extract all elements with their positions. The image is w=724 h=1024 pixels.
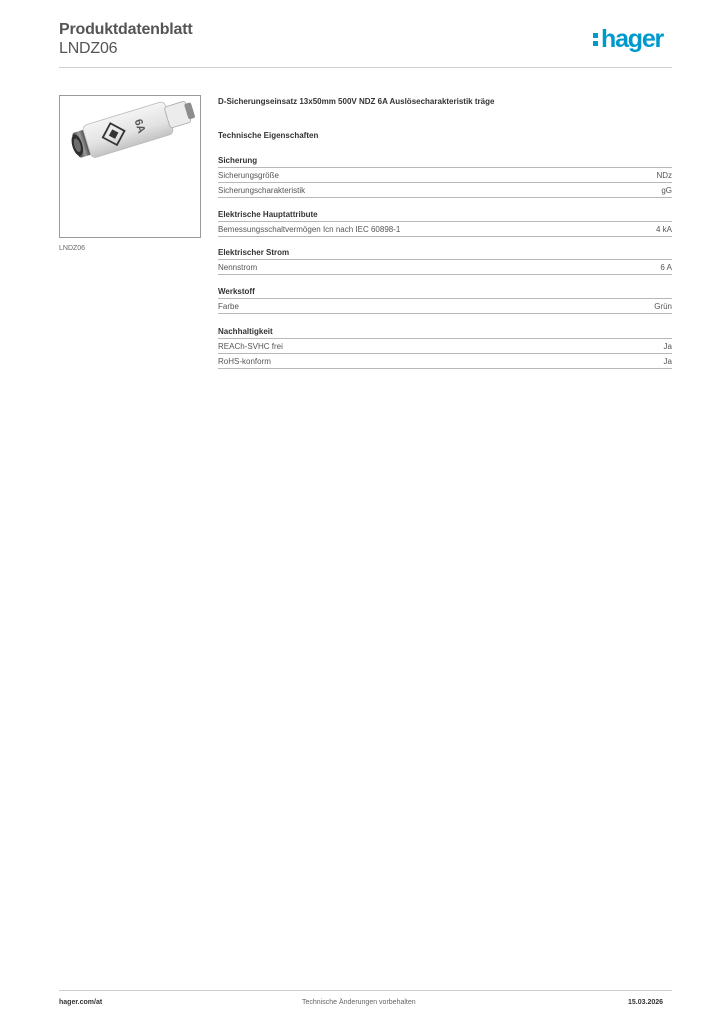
spec-row [218, 222, 672, 237]
spec-label: Sicherungscharakteristik [218, 185, 306, 195]
page-title: Produktdatenblatt [59, 21, 193, 38]
spec-value: Ja [663, 341, 672, 351]
spec-label: REACh-SVHC frei [218, 341, 283, 351]
spec-row [218, 299, 672, 314]
group-title: Nachhaltigkeit [218, 326, 672, 339]
group-title: Sicherung [218, 155, 672, 168]
spec-label: Nennstrom [218, 262, 258, 272]
group-title: Elektrische Hauptattribute [218, 209, 672, 222]
spec-value: 4 kA [655, 224, 672, 234]
spec-row [218, 354, 672, 369]
fuse-rating-label: 6A [131, 117, 148, 135]
header-divider [59, 67, 672, 68]
spec-row [218, 339, 672, 354]
spec-row [218, 183, 672, 198]
spec-value: NDz [656, 170, 672, 180]
spec-row [218, 260, 672, 275]
spec-group-elektrischer-strom [218, 247, 672, 275]
spec-value: Ja [663, 356, 672, 366]
spec-group-werkstoff [218, 286, 672, 314]
section-heading: Technische Eigenschaften [218, 131, 319, 140]
spec-group-elektrische-hauptattribute [218, 209, 672, 237]
spec-label: Sicherungsgröße [218, 170, 279, 180]
spec-label: Farbe [218, 301, 239, 311]
spec-label: Bemessungsschaltvermögen Icn nach IEC 60898-1 [218, 224, 401, 234]
spec-value: 6 A [660, 262, 672, 272]
product-image [59, 95, 201, 238]
group-title: Werkstoff [218, 286, 672, 299]
hager-logo [593, 27, 663, 52]
fuse-illustration [60, 96, 200, 237]
footer-website-link[interactable]: hager.com/at [59, 999, 103, 1006]
image-caption: LNDZ06 [59, 245, 86, 252]
group-title: Elektrischer Strom [218, 247, 672, 260]
spec-value: Grün [654, 301, 672, 311]
spec-label: RoHS-konform [218, 356, 271, 366]
logo-dots-icon [593, 29, 598, 47]
footer-divider [59, 990, 672, 991]
spec-row [218, 168, 672, 183]
logo-text: hager [601, 25, 664, 53]
spec-group-sicherung [218, 155, 672, 198]
product-description: D-Sicherungseinsatz 13x50mm 500V NDZ 6A Auslösecharakteristik träge [218, 97, 495, 106]
spec-group-nachhaltigkeit [218, 326, 672, 369]
spec-value: gG [661, 185, 672, 195]
footer-date: 15.03.2026 [628, 999, 664, 1006]
footer-note: Technische Änderungen vorbehalten [302, 999, 416, 1006]
product-code: LNDZ06 [59, 40, 118, 57]
